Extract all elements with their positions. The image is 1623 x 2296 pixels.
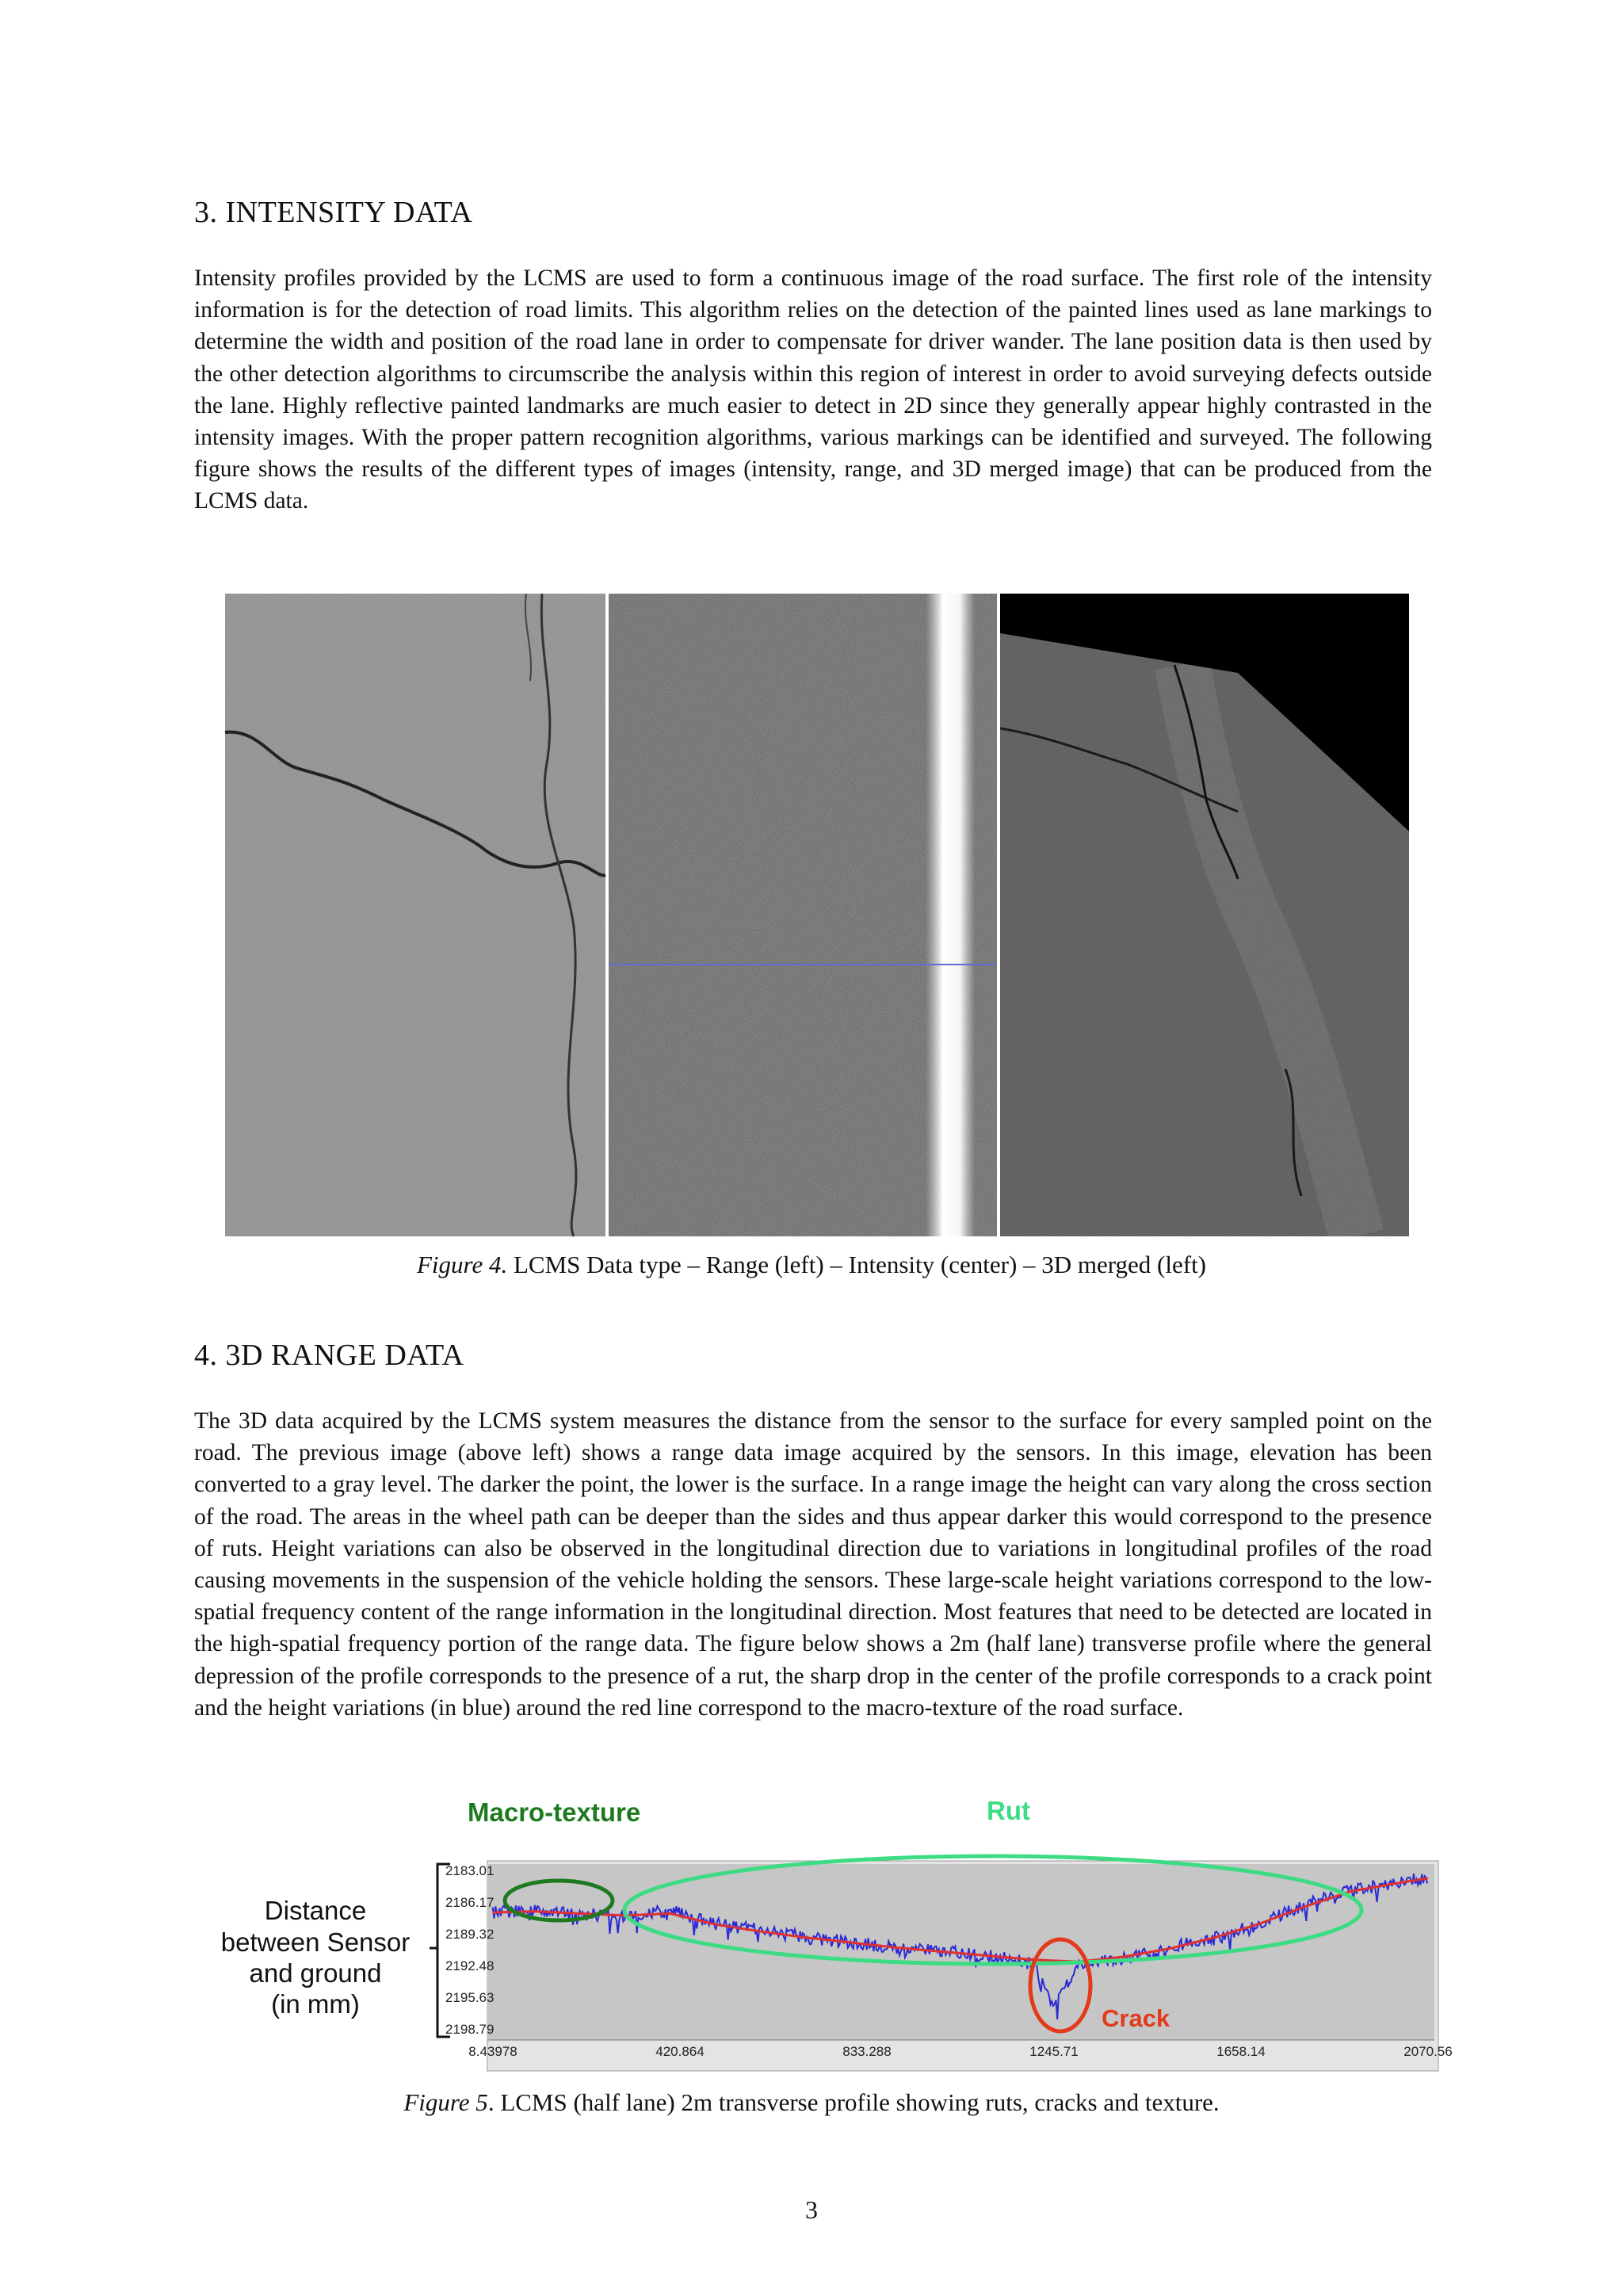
y-tick-label: 2186.17 <box>445 1895 495 1911</box>
merged-3d-image <box>1000 594 1409 1236</box>
x-tick-label: 1245.71 <box>1029 2044 1079 2059</box>
section-4-heading: 4. 3D RANGE DATA <box>194 1339 464 1372</box>
x-tick-label: 2070.56 <box>1403 2044 1453 2059</box>
section-4-paragraph: The 3D data acquired by the LCMS system measures the distance from the sensor to the surface for every sampled point on the road. The previous image (above left) shows a range data image acquired by the sensors. In this image, elevation has been converted to a gray level. The darker the point, the lower is the surface. In a range image the height can vary along the cross section of the road. The areas in the wheel path can be deeper than the sides and thus appear darker this would correspond to the presence of ruts. Height variations can also be observed in the longitudinal direction due to variations in longitudinal profiles of the road causing movements in the suspension of the vehicle holding the sensors. These large-scale height variations correspond to the low-spatial frequency content of the range information in the longitudinal direction. Most features that need to be detected are located in the high-spatial frequency portion of the range data. The figure below shows a 2m (half lane) transverse profile where the general depression of the profile corresponds to the presence of a rut, the sharp drop in the center of the profile corresponds to a crack point and the height variations (in blue) around the red line correspond to the macro-texture of the road surface. <box>194 1408 1432 1721</box>
section-3-paragraph: Intensity profiles provided by the LCMS are used to form a continuous image of the road surface. The first role of the intensity information is for the detection of road limits. This algorithm relies on the detection of the painted lines used as lane markings to determine the width and position of the road lane in order to compensate for driver wander. The lane position data is then used by the other detection algorithms to circumscribe the analysis within this region of interest in order to avoid surveying defects outside the lane. Highly reflective painted landmarks are much easier to detect in 2D since they generally appear highly contrasted in the intensity images. With the proper pattern recognition algorithms, various markings can be identified and surveyed. The following figure shows the results of the different types of images (intensity, range, and 3D merged image) that can be produced from the LCMS data. <box>194 266 1432 514</box>
merged-3d-image-panel <box>1000 594 1409 1236</box>
x-tick-label: 1658.14 <box>1216 2044 1266 2059</box>
rut-label: Rut <box>987 1796 1030 1825</box>
page-number: 3 <box>805 2195 818 2224</box>
intensity-image-panel <box>609 594 997 1236</box>
y-axis-description <box>221 1896 411 2019</box>
y-tick-label: 2189.32 <box>445 1926 495 1942</box>
crack-label: Crack <box>1102 2004 1170 2032</box>
y-tick-label: 2183.01 <box>445 1863 495 1878</box>
figure-5-chart <box>198 1791 1453 2076</box>
macro-texture-label: Macro-texture <box>468 1797 641 1827</box>
x-tick-label: 833.288 <box>842 2044 892 2059</box>
axis-desc-line-4: (in mm) <box>271 1989 360 2019</box>
range-image-panel <box>225 594 605 1236</box>
figure-4-caption-text: LCMS Data type – Range (left) – Intensity (center) – 3D merged (left) <box>507 1251 1207 1278</box>
y-tick-label: 2195.63 <box>445 1989 495 2005</box>
figure-4-caption <box>0 1251 1623 1279</box>
axis-desc-line-1: Distance <box>264 1896 367 1925</box>
y-tick-label: 2192.48 <box>445 1958 495 1974</box>
figure-5-caption-text: . LCMS (half lane) 2m transverse profile showing ruts, cracks and texture. <box>487 2088 1220 2116</box>
x-tick-label: 420.864 <box>655 2044 705 2059</box>
figure-5-caption <box>0 2088 1623 2117</box>
y-tick-label: 2198.79 <box>445 2022 495 2037</box>
axis-bracket <box>430 1864 450 2037</box>
range-image <box>225 594 605 1236</box>
section-3-heading: 3. INTENSITY DATA <box>194 196 473 229</box>
axis-desc-line-2: between Sensor <box>220 1927 411 1957</box>
intensity-image <box>609 594 997 1236</box>
x-tick-label: 8.43978 <box>468 2044 517 2059</box>
figure-5-label: Figure 5 <box>403 2088 488 2116</box>
figure-4 <box>225 594 1409 1236</box>
y-tick-labels <box>445 1863 494 2037</box>
axis-desc-line-3: and ground <box>249 1958 382 1988</box>
figure-4-label: Figure 4. <box>416 1251 508 1278</box>
